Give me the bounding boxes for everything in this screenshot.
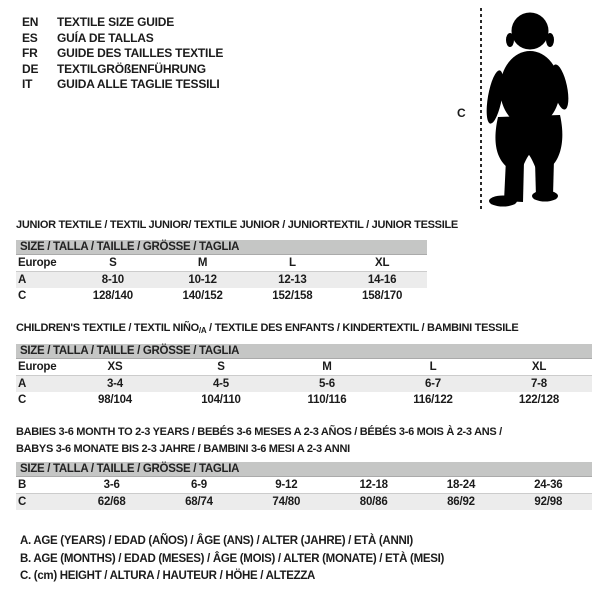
value-cell: 128/140	[92, 290, 133, 302]
value-cell: 158/170	[362, 290, 403, 302]
row-label: B	[18, 479, 27, 491]
size-cell: XL	[374, 257, 390, 269]
legend-line-a: A. AGE (YEARS) / EDAD (AÑOS) / ÂGE (ANS) / ALTER (JAHRE) / ETÀ (ANNI)	[20, 535, 413, 547]
value-cell: 8-10	[101, 274, 124, 286]
value-cell: 80/86	[359, 496, 388, 508]
children-title-subscript: /A	[198, 326, 207, 335]
language-code: ES	[22, 30, 38, 45]
value-cell: 10-12	[188, 274, 217, 286]
language-row-es	[22, 31, 223, 47]
language-title: GUÍA DE TALLAS	[57, 30, 154, 45]
row-label: C	[18, 290, 27, 302]
babies-title-line1: BABIES 3-6 MONTH TO 2-3 YEARS / BEBÉS 3-6 MESES A 2-3 AÑOS / BÉBÉS 3-6 MOIS À 2-3 ANS /	[16, 426, 502, 438]
value-cell: 104/110	[201, 394, 241, 406]
language-code: EN	[22, 15, 39, 29]
size-bar	[16, 344, 592, 359]
language-code: IT	[22, 77, 33, 91]
size-bar-label: SIZE / TALLA / TAILLE / GRÖSSE / TAGLIA	[20, 345, 240, 357]
table-row-europe	[16, 255, 427, 272]
row-label: C	[18, 394, 27, 406]
value-cell: 14-16	[367, 274, 397, 286]
junior-size-table	[16, 240, 427, 304]
value-cell: 86/92	[447, 496, 475, 508]
row-label: Europe	[18, 361, 57, 373]
language-list	[22, 15, 223, 93]
language-row-it	[22, 77, 223, 93]
children-title-suffix: / TEXTILE DES ENFANTS / KINDERTEXTIL / BAMBINI TESSILE	[206, 322, 519, 334]
size-cell: M	[197, 257, 208, 269]
language-code: DE	[22, 61, 39, 76]
legend	[20, 533, 444, 586]
row-label: A	[18, 378, 27, 390]
value-cell: 24-36	[534, 479, 563, 491]
children-section-title	[16, 320, 518, 340]
size-bar	[16, 462, 592, 477]
babies-section-title	[16, 424, 502, 457]
height-label-c: C	[457, 106, 466, 120]
value-cell: 122/128	[518, 394, 560, 406]
size-cell: L	[429, 361, 437, 373]
language-row-en	[22, 15, 223, 31]
language-title: TEXTILE SIZE GUIDE	[57, 15, 175, 29]
value-cell: 110/116	[307, 394, 347, 406]
table-row-c	[16, 494, 592, 510]
row-label: Europe	[18, 257, 57, 269]
size-bar	[16, 240, 427, 255]
value-cell: 3-4	[106, 378, 124, 390]
table-row-a	[16, 376, 592, 392]
table-row-b	[16, 477, 592, 494]
language-title: GUIDA ALLE TAGLIE TESSILI	[57, 77, 220, 91]
value-cell: 6-9	[190, 479, 207, 491]
table-row-c	[16, 392, 592, 408]
size-cell: XS	[107, 361, 123, 373]
value-cell: 18-24	[446, 479, 476, 491]
height-dotted-line	[480, 8, 482, 211]
value-cell: 152/158	[272, 290, 313, 302]
language-code: FR	[22, 46, 38, 60]
value-cell: 4-5	[212, 378, 230, 390]
language-row-de	[22, 62, 223, 78]
value-cell: 62/68	[97, 496, 126, 508]
junior-section-title: JUNIOR TEXTILE / TEXTIL JUNIOR/ TEXTILE JUNIOR / JUNIORTEXTIL / JUNIOR TESSILE	[16, 219, 458, 231]
value-cell: 9-12	[275, 479, 298, 491]
table-row-europe	[16, 359, 592, 376]
value-cell: 74/80	[272, 496, 301, 508]
children-title-prefix: CHILDREN'S TEXTILE / TEXTIL NIÑO	[16, 322, 199, 334]
value-cell: 68/74	[185, 496, 213, 508]
size-cell: S	[109, 257, 117, 269]
value-cell: 7-8	[530, 378, 548, 390]
children-size-table	[16, 344, 592, 408]
row-label: C	[18, 496, 27, 508]
value-cell: 5-6	[318, 378, 336, 390]
babies-title-line2: BABYS 3-6 MONATE BIS 2-3 JAHRE / BAMBINI 3-6 MESI A 2-3 ANNI	[16, 442, 350, 455]
value-cell: 140/152	[182, 290, 223, 302]
value-cell: 116/122	[413, 394, 453, 406]
size-cell: M	[322, 361, 332, 373]
legend-line-b: B. AGE (MONTHS) / EDAD (MESES) / ÂGE (MOIS) / ALTER (MONATE) / ETÀ (MESI)	[20, 552, 445, 565]
row-label: A	[18, 274, 27, 286]
language-row-fr	[22, 46, 223, 62]
size-cell: S	[217, 361, 225, 373]
table-row-a	[16, 272, 427, 288]
language-title: TEXTILGRÖßENFÜHRUNG	[57, 61, 206, 76]
language-title: GUIDE DES TAILLES TEXTILE	[57, 46, 224, 60]
size-bar-label: SIZE / TALLA / TAILLE / GRÖSSE / TAGLIA	[20, 241, 240, 253]
value-cell: 92/98	[534, 496, 563, 508]
value-cell: 3-6	[103, 479, 120, 491]
legend-line-c: C. (cm) HEIGHT / ALTURA / HAUTEUR / HÖHE / ALTEZZA	[20, 570, 316, 583]
value-cell: 98/104	[98, 394, 132, 406]
value-cell: 6-7	[424, 378, 442, 390]
value-cell: 12-13	[278, 274, 307, 286]
size-cell: XL	[531, 361, 547, 373]
toddler-silhouette-icon	[484, 9, 572, 207]
size-bar-label: SIZE / TALLA / TAILLE / GRÖSSE / TAGLIA	[20, 463, 240, 475]
babies-size-table	[16, 462, 592, 510]
size-cell: L	[288, 257, 296, 269]
value-cell: 12-18	[359, 479, 388, 491]
table-row-c	[16, 288, 427, 304]
